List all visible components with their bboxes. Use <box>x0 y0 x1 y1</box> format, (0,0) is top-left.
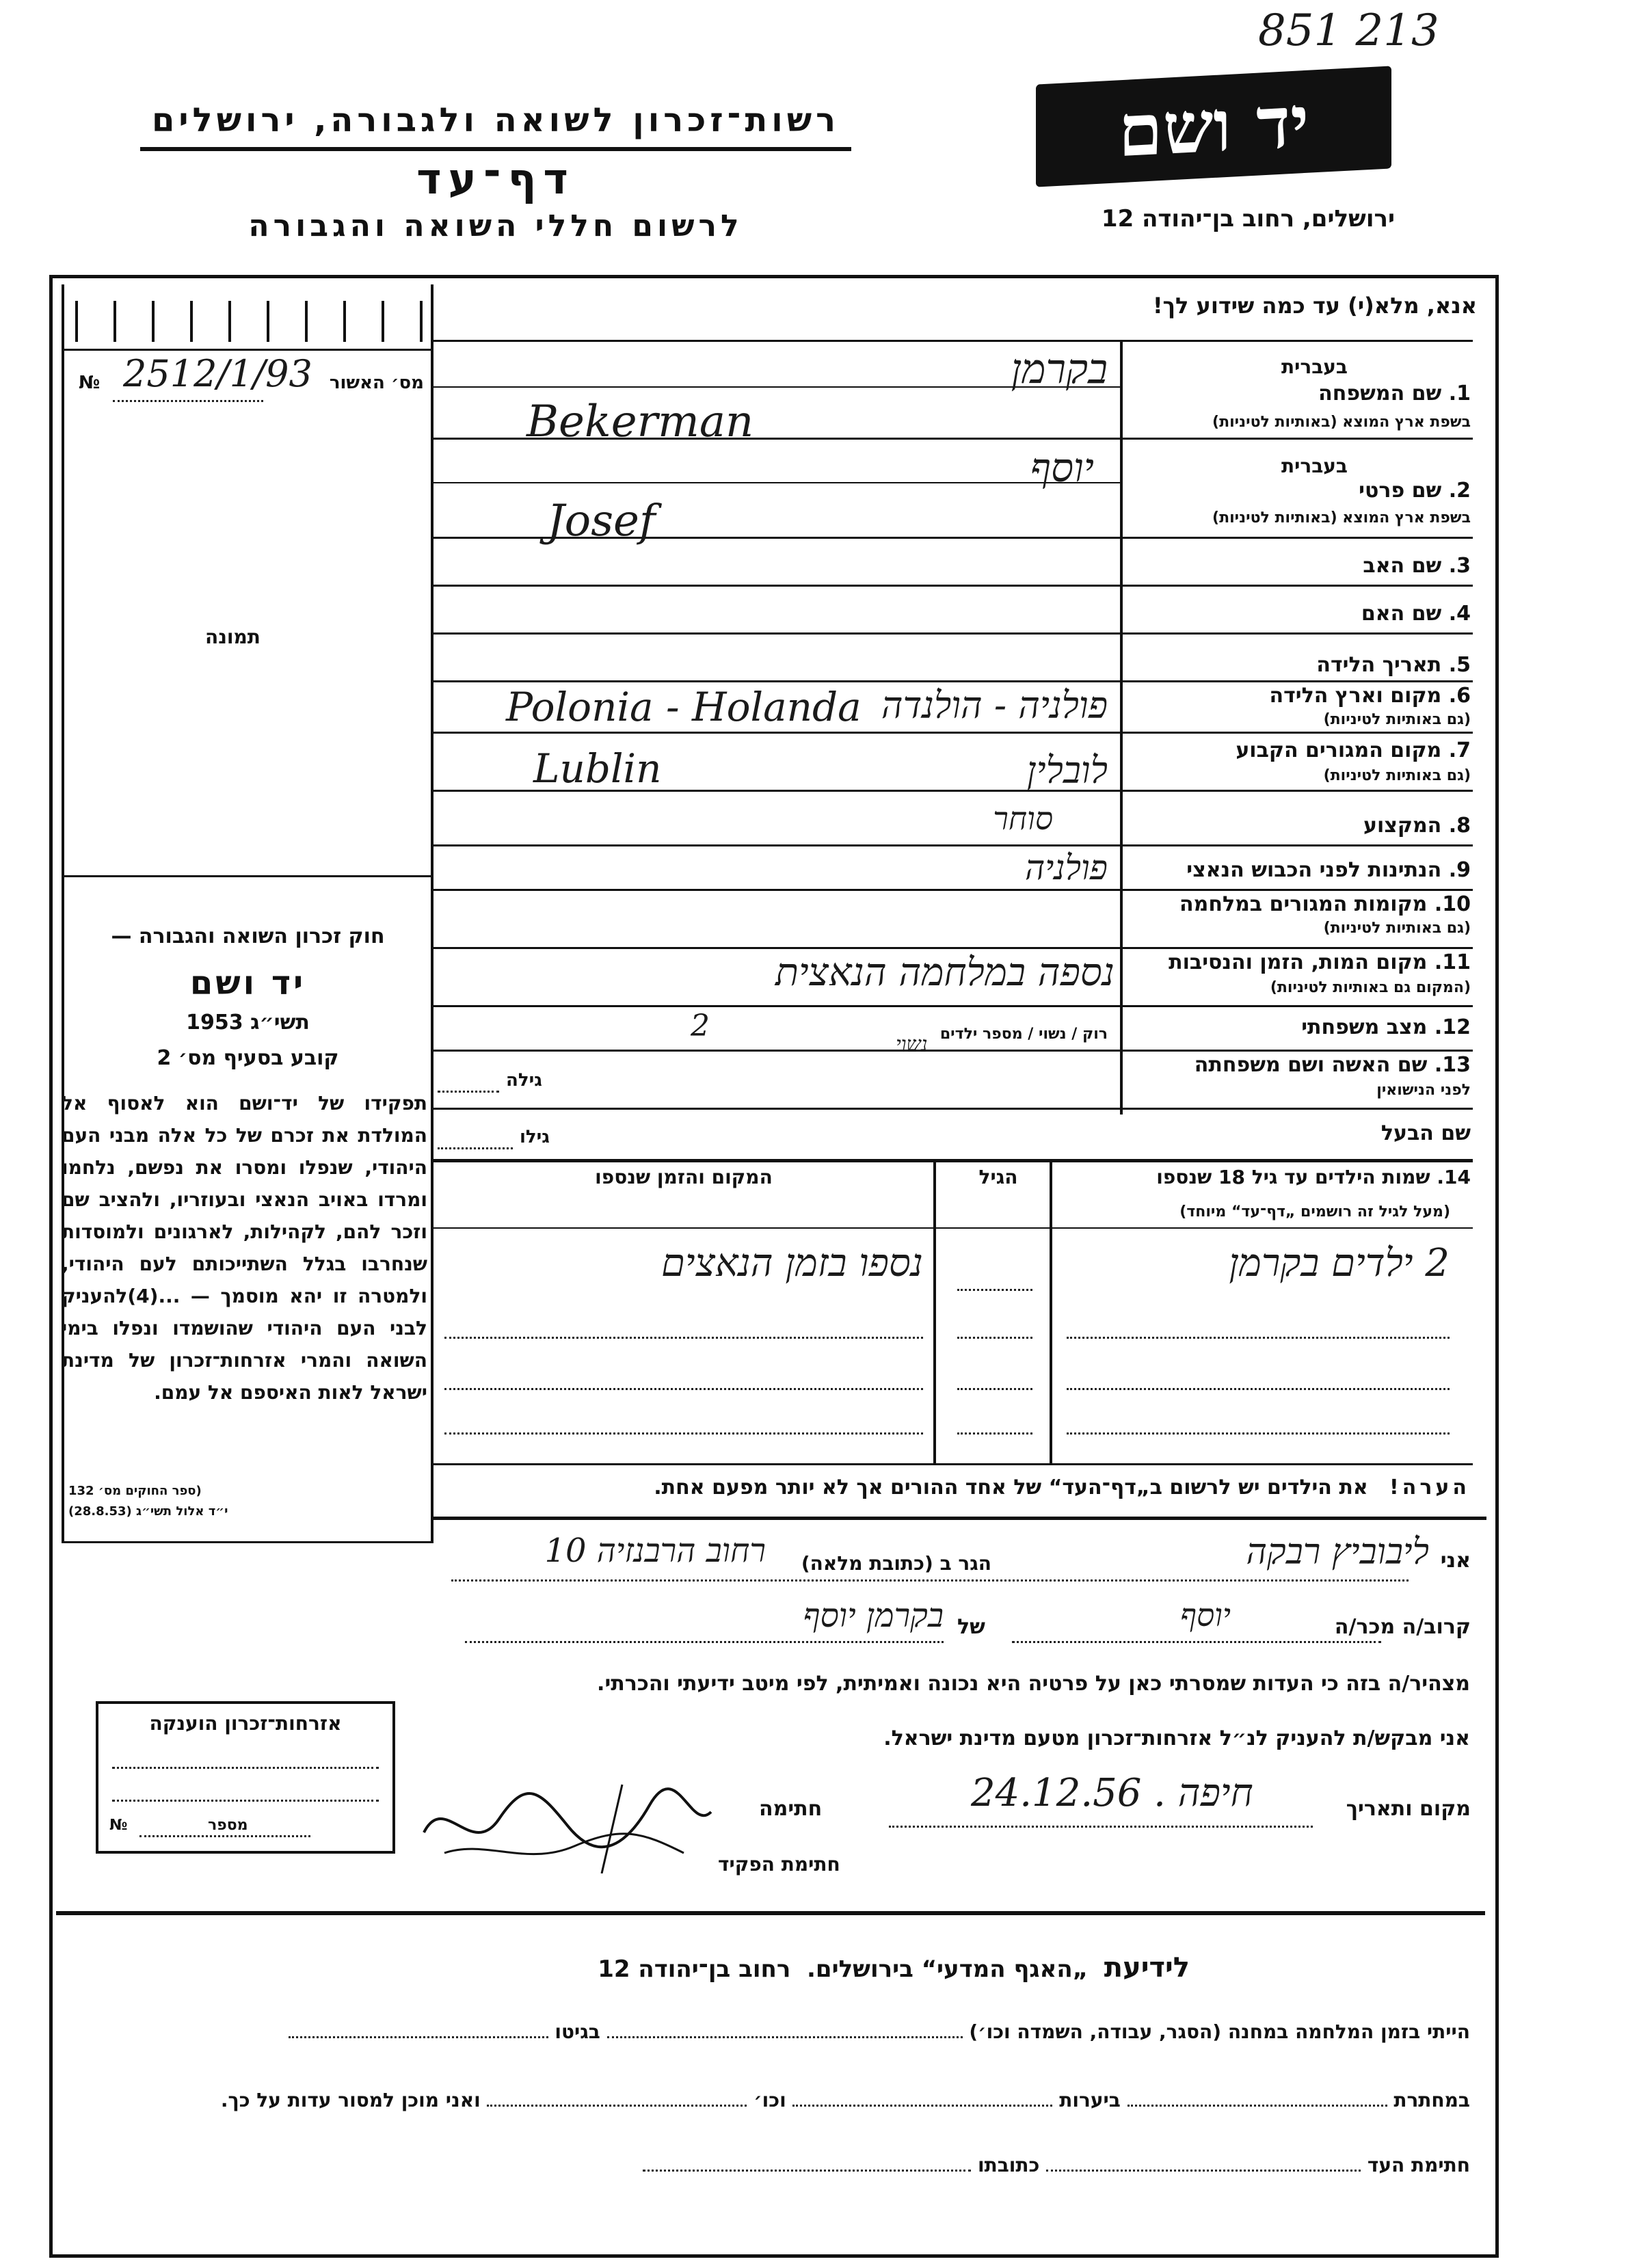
field-7-sub: (גם באותיות לטיניות) <box>1323 767 1471 784</box>
address-value[interactable]: רחוב הרבנזיה 10 <box>544 1532 766 1570</box>
approval-number: 2512/1/93 <box>123 352 312 395</box>
citizenship-box <box>96 1701 395 1854</box>
field-13-label: 13. שם האשה ושם משפחתה <box>1194 1053 1471 1077</box>
citizenship-number-label: מספר <box>208 1817 248 1834</box>
field-3-label: 3. שם האב <box>1363 554 1471 578</box>
law-text: תפקידו של יד־ושם הוא לאסוף אל המולדת את זכרם של כל אלה מבני העם היהודי, שנפלו ומסרו את נפשם, נלחמו ומרדו באויב הנאצי ובעוזריו, ולהציב שם וזכר להם, לקהילות, לארגונים ולמוסדות שנחרבו בגלל השתייכותם לעם היהודי, ולמטרה זו יהא מוסמך — ...(4)להעניק לבני העם היהודי שהושמדו ונפלו בימי השואה והמרי אזרחות־זכרון של מדינת ישראל לאות האיספם אל עמם. <box>62 1092 427 1404</box>
law-title: חוק זכרון השואה והגבורה — <box>111 924 385 948</box>
field-5-label: 5. תאריך הלידה <box>1316 653 1471 677</box>
field-13-sub: לפני הנישואין <box>1376 1082 1471 1099</box>
field-10-sub: (גם באותיות לטיניות) <box>1323 920 1471 937</box>
approval-ticks <box>75 301 424 342</box>
institution-name: רשות־זכרון לשואה ולגבורה, ירושלים <box>151 101 840 139</box>
field-6-label: 6. מקום וארץ הלידה <box>1269 684 1471 708</box>
field-2-label: 2. שם פרטי <box>1359 479 1471 503</box>
law-name: יד ושם <box>189 964 306 1002</box>
husband-age-label: גילו <box>520 1127 550 1147</box>
field-8-label: 8. המקצוע <box>1363 814 1471 838</box>
field-2-hebrew-label: בעברית <box>1281 455 1348 477</box>
children-age-header: הגיל <box>978 1166 1018 1188</box>
declaration-i-label: אני <box>1440 1549 1471 1573</box>
remark: הערה! את הילדים יש לרשום ב„דף־העד“ של אחד ההורים אך לא יותר מפעם אחת. <box>654 1476 1470 1499</box>
field-9-value[interactable]: פולניה <box>1024 848 1108 888</box>
field-12-options: רוק / נשוי / מספר ילדים <box>939 1026 1108 1043</box>
field-1-sub: בשפת ארץ המוצא (באותיות לטיניות) <box>1212 414 1471 431</box>
field-12-children-count[interactable]: 2 <box>691 1009 710 1043</box>
instructions: אנא, מלא(י) עד כמה שידוע לך! <box>1152 293 1477 319</box>
place-date-value[interactable]: חיפה . 24.12.56 <box>971 1771 1253 1815</box>
footer-line-1: הייתי בזמן המלחמה במחנה (הסגר, עבודה, השמדה וכו׳) בגיטו <box>82 2020 1470 2043</box>
field-11-label: 11. מקום המות, הזמן והנסיבות <box>1169 950 1471 974</box>
children-place-header: המקום והזמן שנספו <box>595 1166 773 1188</box>
field-2-sub: בשפת ארץ המוצא (באותיות לטיניות) <box>1212 509 1471 526</box>
field-14-title: 14. שמות הילדים עד גיל 18 שנספו <box>1156 1166 1471 1188</box>
form-subtitle: לרשום חללי השואה והגבורה <box>248 209 743 243</box>
field-2-latin-value[interactable]: Josef <box>547 496 656 546</box>
field-6-sub: (גם באותיות לטיניות) <box>1323 711 1471 728</box>
approval-label: מס׳ האשור <box>329 373 424 393</box>
citizenship-no-prefix: № <box>109 1817 128 1834</box>
law-ref-1: (ספר החוקים מס׳ 132 <box>68 1484 202 1498</box>
archive-number: 851 213 <box>1258 5 1439 56</box>
field-14-note: (מעל לגיל זה רושמים „דף־עד“ מיוחד) <box>1179 1203 1450 1220</box>
field-4-label: 4. שם האם <box>1361 602 1471 626</box>
signature-label: חתימה <box>759 1797 823 1821</box>
field-13-age-label: גילה <box>506 1070 542 1091</box>
field-6-hebrew-value[interactable]: פולניה - הולנדה <box>881 684 1108 727</box>
footer-line-2: במחתרת ביערות וכו׳ ואני מוכן למסור עדות על כך. <box>220 2089 1470 2111</box>
field-1-latin-value[interactable]: Bekerman <box>526 397 754 447</box>
of-value[interactable]: בקרמן יוסף <box>803 1597 944 1635</box>
field-12-label: 12. מצב משפחתי <box>1301 1015 1471 1039</box>
field-12-value[interactable]: נשוי <box>896 1032 928 1056</box>
declaration-request: אני מבקש/ת להעניק לנ״ל אזרחות־זכרון מטעם מדינת ישראל. <box>883 1726 1470 1750</box>
field-11-value[interactable]: נספה במלחמה הנאצית <box>775 950 1115 995</box>
photo-label: תמונה <box>205 626 261 648</box>
children-place-value[interactable]: נספו בזמן הנאצים <box>660 1241 923 1285</box>
footer-line-3: חתימת העד כתובתו <box>82 2154 1470 2176</box>
law-section: קובע בסעיף מס׳ 2 <box>157 1046 339 1070</box>
field-6-latin-value[interactable]: Polonia - Holanda <box>506 684 862 730</box>
resident-label: הגר ב (כתובת מלאה) <box>801 1552 991 1575</box>
place-date-label: מקום ותאריך <box>1346 1797 1471 1821</box>
field-2-hebrew-value[interactable]: יוסף <box>1030 444 1094 491</box>
field-1-hebrew-value[interactable]: בקרמן <box>1011 345 1108 393</box>
citizenship-title: אזרחות־זכרון הוענקה <box>149 1712 342 1735</box>
law-ref-2: י״ד אלול תשי״ג (28.8.53) <box>68 1504 228 1519</box>
official-signature-label: חתימת הפקיד <box>718 1853 840 1876</box>
husband-label: שם הבעל <box>1380 1121 1471 1145</box>
relation-value[interactable]: יוסף <box>1180 1597 1231 1633</box>
signature-scribble <box>417 1778 718 1873</box>
children-names-value[interactable]: 2 ילדים בקרמן <box>1229 1241 1450 1285</box>
field-1-hebrew-label: בעברית <box>1281 356 1348 378</box>
yad-vashem-logo: יד ושם <box>1036 66 1391 187</box>
form-title: דף־עד <box>416 154 575 204</box>
field-9-label: 9. הנתינות לפני הכבוש הנאצי <box>1186 858 1471 882</box>
field-7-latin-value[interactable]: Lublin <box>533 745 662 792</box>
field-11-sub: (המקום גם באותיות לטיניות) <box>1270 979 1471 996</box>
approval-no-prefix: № <box>79 373 101 393</box>
relation-label: קרוב/ה מכר/ה <box>1334 1615 1471 1639</box>
field-10-label: 10. מקומות המגורים במלחמה <box>1179 892 1471 916</box>
address: ירושלים, רחוב בן־יהודה 12 <box>1101 205 1395 232</box>
declarant-name[interactable]: ליבוביץ רבקה <box>1246 1532 1429 1573</box>
field-1-label: 1. שם המשפחה <box>1318 382 1471 405</box>
field-7-label: 7. מקום המגורים הקבוע <box>1236 738 1471 762</box>
footer-heading: לידיעת „האגף המדעי“ בירושלים. רחוב בן־יהודה 12 <box>598 1952 1190 1984</box>
law-year: תשי״ג 1953 <box>186 1011 310 1035</box>
of-label: של <box>957 1615 985 1639</box>
declaration-statement: מצהיר/ה בזה כי העדות שמסרתי כאן על פרטיה היא נכונה ואמיתית, לפי מיטב ידיעתי והכרתי. <box>597 1672 1470 1696</box>
field-7-hebrew-value[interactable]: לובלין <box>1026 749 1108 792</box>
field-8-value[interactable]: סוחר <box>993 800 1053 837</box>
